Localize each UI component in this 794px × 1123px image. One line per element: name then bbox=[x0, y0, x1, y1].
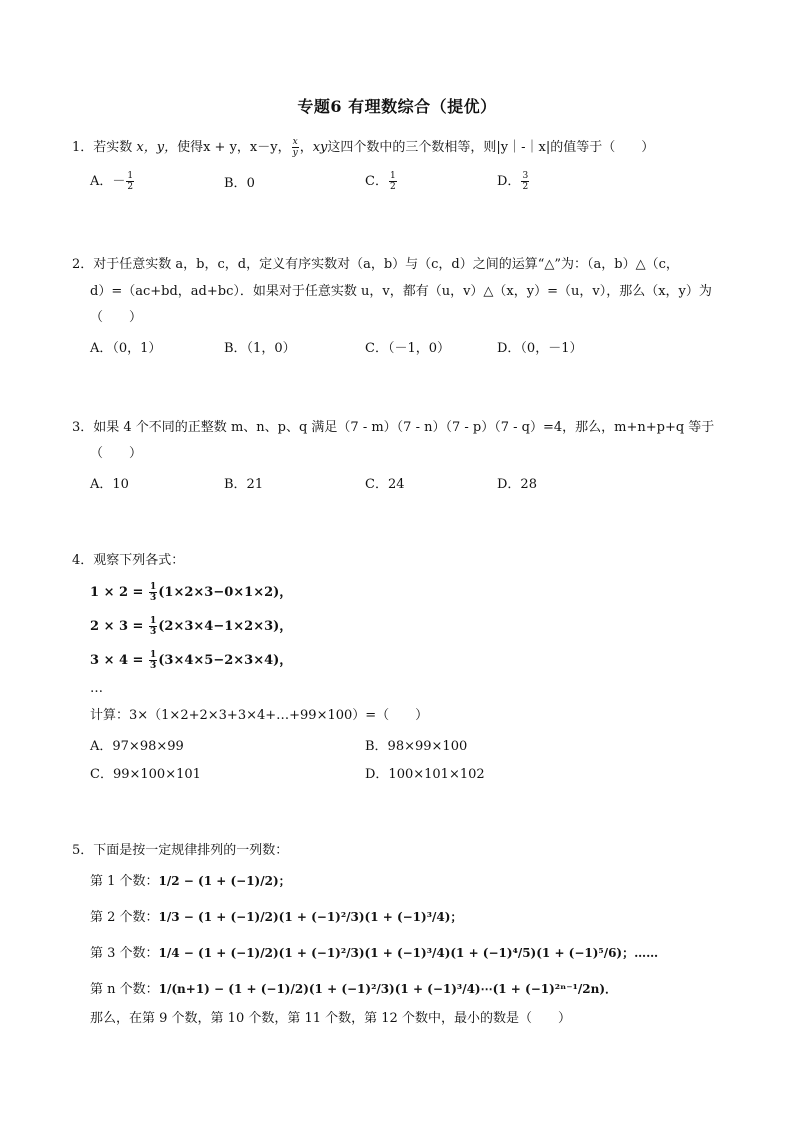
q1-stem-b: 使得x + y，x－y， bbox=[177, 140, 291, 155]
q1-option-a: A．－ $\frac{1}{2}$ bbox=[90, 171, 134, 192]
q1-xy: x，y， bbox=[136, 140, 178, 155]
q1-fraction-x-over-y: $\frac{x}{y}$ bbox=[292, 137, 298, 158]
question-5-intro: 5．下面是按一定规律排列的一列数： bbox=[72, 843, 289, 858]
q5-row-4: 第 n 个数：1/(n+1) − (1 + (−1)/2)(1 + (−1)²/3)(1 + (−1)³/4)⋯(1 + (−1)²ⁿ⁻¹/2n)． bbox=[90, 982, 618, 997]
q1-stem-c: ， bbox=[299, 140, 313, 155]
q4-option-c: C．99×100×101 bbox=[90, 767, 201, 782]
question-3-line-1: 3．如果 4 个不同的正整数 m、n、p、q 满足（7 - m）（7 - n）（7 - p）（7 - q）=4，那么，m+n+p+q 等于 bbox=[72, 420, 715, 435]
question-4-intro: 4．观察下列各式： bbox=[72, 553, 185, 568]
question-1-stem bbox=[72, 137, 654, 158]
q5-row-1: 第 1 个数：1/2 − (1 + (−1)/2)； bbox=[90, 874, 291, 889]
q4-row-3: 3 × 4 = $\frac{1}{3}$ (3×4×5−2×3×4)， bbox=[90, 650, 293, 671]
q5-row-2: 第 2 个数：1/3 − (1 + (−1)/2)(1 + (−1)²/3)(1 + (−1)³/4)； bbox=[90, 910, 463, 925]
q1-xy2: xy bbox=[312, 140, 328, 155]
q4-option-d: D．100×101×102 bbox=[365, 767, 485, 782]
question-2-line-1: 2．对于任意实数 a，b，c，d，定义有序实数对（a，b）与（c，d）之间的运算“△”为：（a，b）△（c， bbox=[72, 257, 679, 272]
q4-ellipsis: … bbox=[90, 681, 103, 696]
q3-option-d: D．28 bbox=[497, 477, 537, 492]
q5-final: 那么，在第 9 个数，第 10 个数，第 11 个数，第 12 个数中，最小的数是（ ） bbox=[90, 1011, 571, 1026]
question-2-line-2: d）=（ac+bd，ad+bc）．如果对于任意实数 u，v，都有（u，v）△（x，y）=（u，v），那么（x，y）为 bbox=[90, 284, 712, 299]
q1-option-d: D． $\frac{3}{2}$ bbox=[497, 171, 529, 192]
q1-option-c: C． $\frac{1}{2}$ bbox=[365, 171, 396, 192]
q2-option-d: D．（0，－1） bbox=[497, 341, 583, 356]
question-3-line-2: （ ） bbox=[90, 446, 143, 461]
q1-stem-d: 这四个数中的三个数相等，则|y｜-｜x|的值等于（ ） bbox=[327, 140, 655, 155]
q2-option-b: B．（1，0） bbox=[224, 341, 296, 356]
q3-option-b: B．21 bbox=[224, 477, 264, 492]
q4-option-a: A．97×98×99 bbox=[90, 739, 184, 754]
q4-option-b: B．98×99×100 bbox=[365, 739, 468, 754]
q2-option-a: A．（0，1） bbox=[90, 341, 162, 356]
q4-row-1: 1 × 2 = $\frac{1}{3}$ (1×2×3−0×1×2)， bbox=[90, 582, 293, 603]
page-title: 专题6 有理数综合（提优） bbox=[297, 97, 497, 116]
q2-option-c: C．（－1，0） bbox=[365, 341, 450, 356]
q1-option-b: B．0 bbox=[224, 176, 255, 191]
q3-option-c: C．24 bbox=[365, 477, 405, 492]
q4-calc: 计算：3×（1×2+2×3+3×4+…+99×100）=（ ） bbox=[90, 708, 429, 723]
q5-row-3: 第 3 个数：1/4 − (1 + (−1)/2)(1 + (−1)²/3)(1 + (−1)³/4)(1 + (−1)⁴/5)(1 + (−1)⁵/6)；…… bbox=[90, 946, 659, 961]
question-2-line-3: （ ） bbox=[90, 310, 143, 325]
q3-option-a: A．10 bbox=[90, 477, 129, 492]
q4-row-2: 2 × 3 = $\frac{1}{3}$ (2×3×4−1×2×3)， bbox=[90, 616, 293, 637]
q1-stem-a: 1．若实数 bbox=[72, 140, 137, 155]
